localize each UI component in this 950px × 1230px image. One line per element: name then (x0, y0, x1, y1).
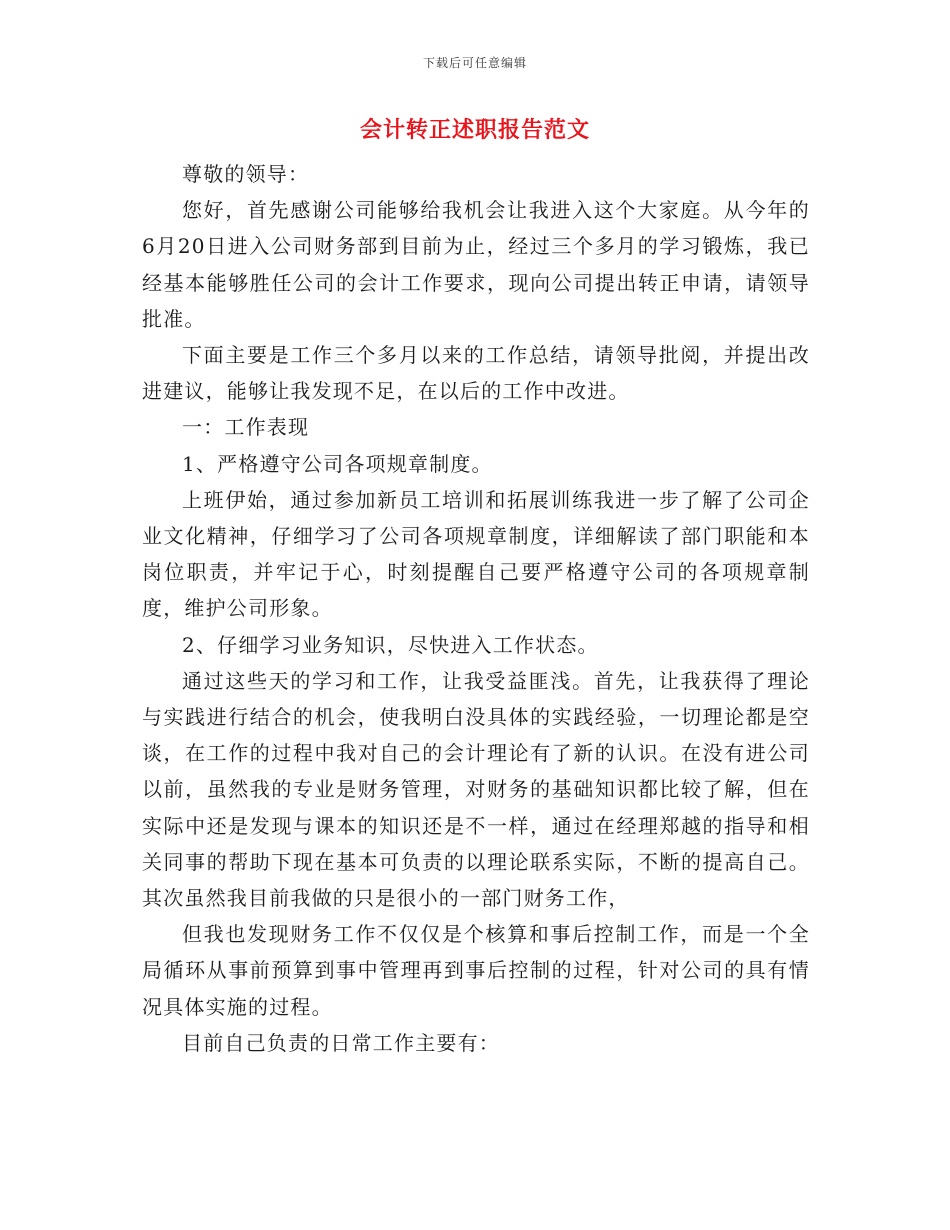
subsection-heading: 2、仔细学习业务知识，尽快进入工作状态。 (182, 632, 599, 657)
paragraph: 通过这些天的学习和工作，让我受益匪浅。首先，让我获得了理论与实践进行结合的机会，使我明白没具体的实践经验，一切理论都是空谈，在工作的过程中我对自己的会计理论有了新的认识。在没有进公司以前，虽然我的专业是财务管理，对财务的基础知识都比较了解，但在实际中还是发现与课本的知识还是不一样，通过在经理郑越的指导和相关同事的帮助下现在基本可负责的以理论联系实际，不断的提高自己。其次虽然我目前我做的只是很小的一部门财务工作， (142, 668, 810, 911)
paragraph: 下面主要是工作三个多月以来的工作总结，请领导批阅，并提出改进建议，能够让我发现不足，在以后的工作中改进。 (142, 343, 810, 404)
paragraph: 上班伊始，通过参加新员工培训和拓展训练我进一步了解了公司企业文化精神，仔细学习了公司各项规章制度，详细解读了部门职能和本岗位职责，并牢记于心，时刻提醒自己要严格遵守公司的各项规章制度，维护公司形象。 (142, 487, 810, 621)
paragraph: 但我也发现财务工作不仅仅是个核算和事后控制工作，而是一个全局循环从事前预算到事中管理再到事后控制的过程，针对公司的具有情况具体实施的过程。 (142, 922, 810, 1019)
document-body (142, 156, 810, 1061)
paragraph-salutation: 尊敬的领导： (182, 162, 310, 186)
subsection-heading: 1、严格遵守公司各项规章制度。 (182, 451, 493, 476)
paragraph: 目前自己负责的日常工作主要有： (182, 1030, 500, 1055)
document-title: 会计转正述职报告范文 (359, 117, 590, 143)
paragraph: 您好，首先感谢公司能够给我机会让我进入这个大家庭。从今年的6月20日进入公司财务部到目前为止，经过三个多月的学习锻炼，我已经基本能够胜任公司的会计工作要求，现向公司提出转正申请，请领导批准。 (142, 198, 810, 331)
section-heading: 一：工作表现 (182, 415, 310, 440)
header-note: 下载后可任意编辑 (422, 56, 527, 70)
